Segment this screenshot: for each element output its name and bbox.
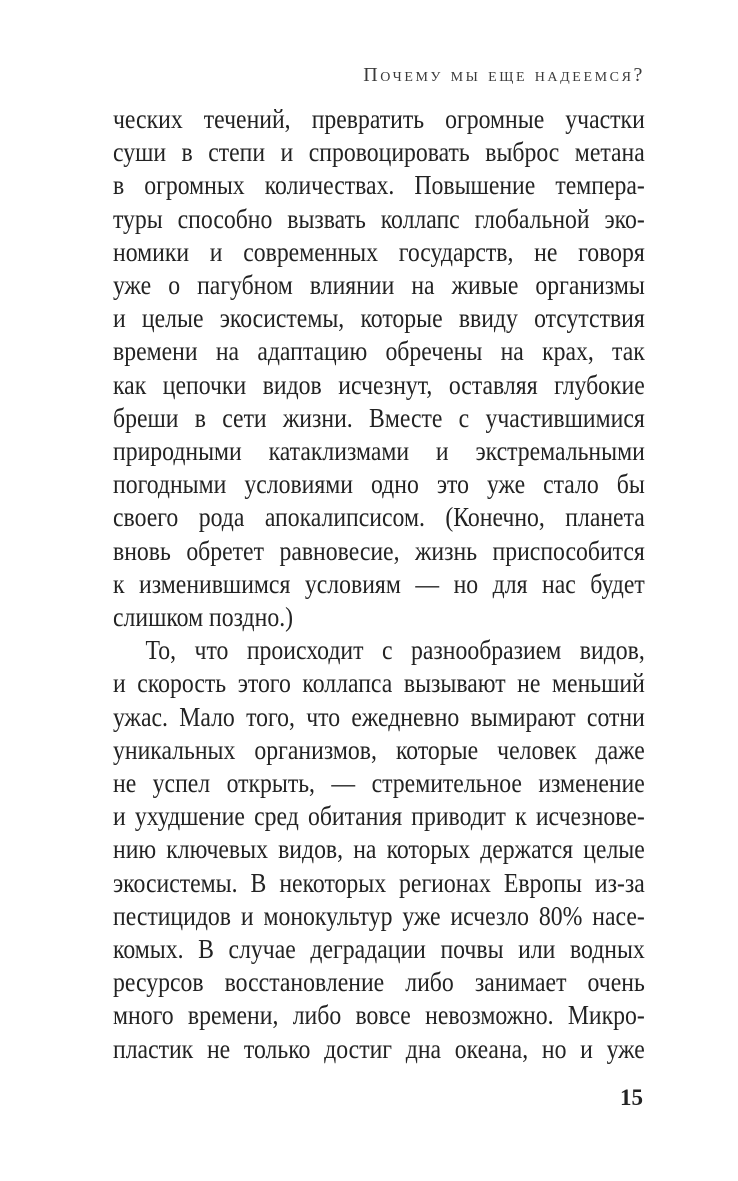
text-line: ресурсов восстановление либо занимает очень [113, 967, 645, 998]
text-line: ужас. Мало того, что ежедневно вымирают сотни [113, 701, 645, 732]
text-line: суши в степи и спровоцировать выброс метана [113, 137, 645, 168]
text-line: комых. В случае деградации почвы или водных [113, 934, 645, 965]
running-header: Почему мы еще надеемся? [363, 64, 645, 86]
text-line: природными катаклизмами и экстремальными [113, 436, 645, 467]
text-line: и скорость этого коллапса вызывают не меньший [113, 668, 645, 699]
text-line: слишком поздно.) [113, 602, 294, 633]
text-line: много времени, либо вовсе невозможно. Микро- [113, 1000, 645, 1031]
text-line: не успел открыть, — стремительное изменение [113, 768, 645, 799]
page-number: 15 [620, 1085, 643, 1110]
text-line: и ухудшение сред обитания приводит к исчезнове- [113, 801, 645, 832]
text-line: как цепочки видов исчезнут, оставляя глубокие [113, 369, 645, 400]
text-line: бреши в сети жизни. Вместе с участившимися [113, 402, 645, 433]
text-line: пестицидов и монокультур уже исчезло 80% насе- [113, 900, 645, 931]
text-line: вновь обретет равновесие, жизнь приспособится [113, 535, 645, 566]
text-line: пластик не только достиг дна океана, но и уже [113, 1033, 645, 1064]
text-line: уже о пагубном влиянии на живые организмы [113, 270, 645, 301]
text-line: номики и современных государств, не говоря [113, 236, 645, 267]
paragraph [113, 634, 645, 1066]
text-line: ческих течений, превратить огромные участки [113, 104, 645, 134]
paragraph [113, 103, 645, 634]
text-line: уникальных организмов, которые человек даже [113, 734, 645, 765]
text-line: экосистемы. В некоторых регионах Европы из-за [113, 867, 645, 898]
text-line: То, что происходит с разнообразием видов, [145, 635, 645, 666]
text-line: своего рода апокалипсисом. (Конечно, планета [113, 502, 645, 533]
text-line: и целые экосистемы, которые ввиду отсутствия [113, 303, 645, 334]
text-line: времени на адаптацию обречены на крах, так [113, 336, 645, 367]
text-line: к изменившимся условиям — но для нас будет [113, 568, 645, 599]
body-text [113, 103, 645, 1066]
text-line: в огромных количествах. Повышение темпера- [113, 170, 645, 201]
text-line: нию ключевых видов, на которых держатся целые [113, 834, 645, 865]
text-line: туры способно вызвать коллапс глобальной эко- [113, 203, 645, 234]
text-line: погодными условиями одно это уже стало бы [113, 469, 645, 500]
